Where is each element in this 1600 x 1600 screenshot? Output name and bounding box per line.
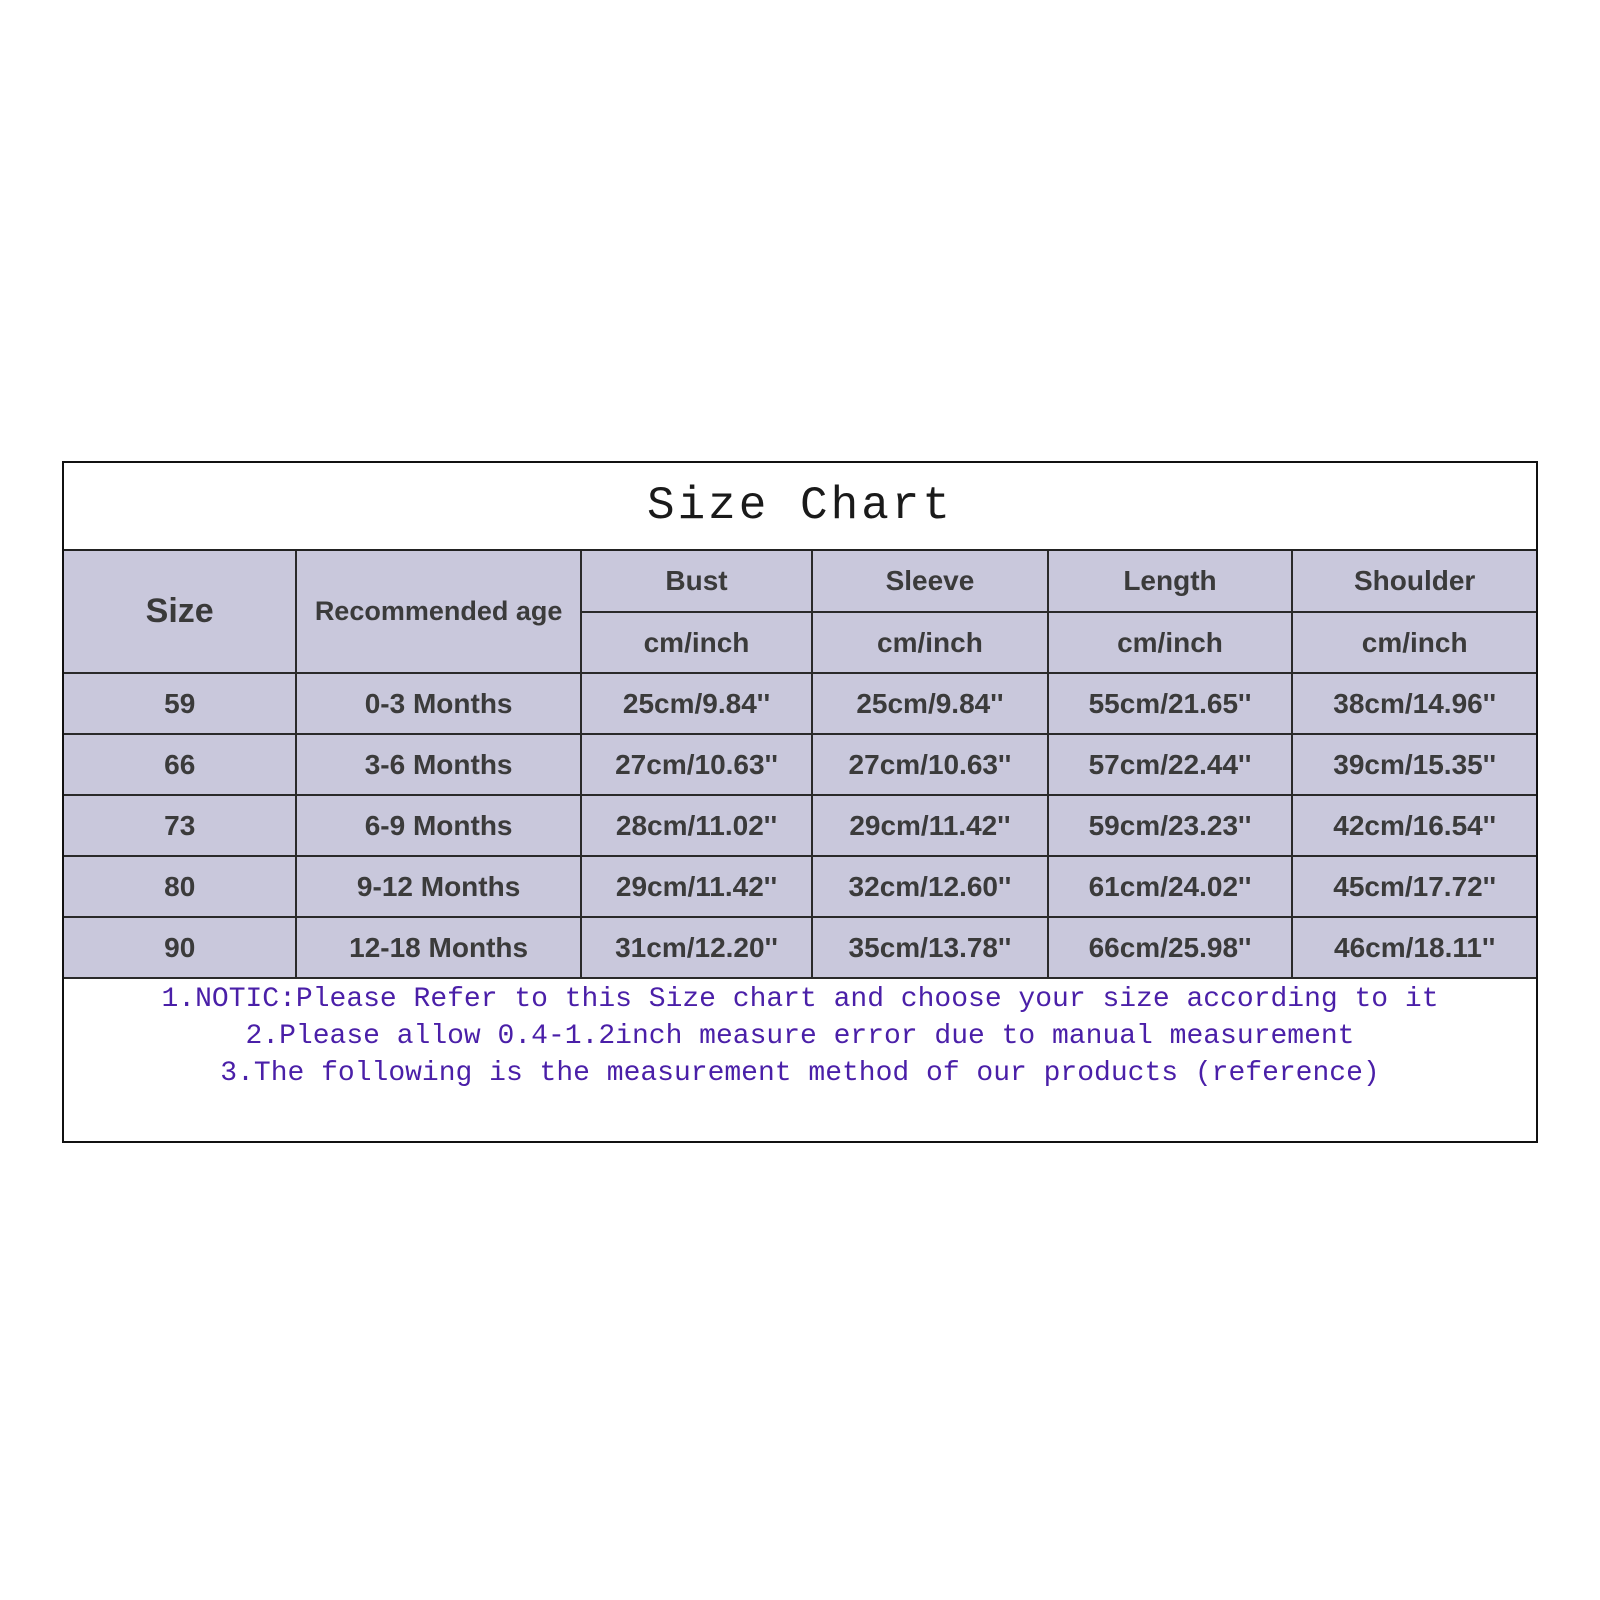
cell-bust: 28cm/11.02'' [581,795,812,856]
cell-sleeve: 25cm/9.84'' [812,673,1047,734]
page-title: Size Chart [646,480,954,532]
cell-bust: 25cm/9.84'' [581,673,812,734]
unit-header-bust: cm/inch [581,612,812,673]
cell-age: 6-9 Months [296,795,580,856]
cell-sleeve: 35cm/13.78'' [812,917,1047,978]
cell-length: 57cm/22.44'' [1048,734,1293,795]
cell-size: 59 [64,673,296,734]
cell-length: 59cm/23.23'' [1048,795,1293,856]
table-row [64,734,1536,795]
table-row [64,917,1536,978]
cell-age: 0-3 Months [296,673,580,734]
column-header-size: Size [64,551,296,673]
cell-bust: 31cm/12.20'' [581,917,812,978]
unit-header-shoulder: cm/inch [1292,612,1536,673]
column-header-bust: Bust [581,551,812,612]
cell-shoulder: 42cm/16.54'' [1292,795,1536,856]
column-header-shoulder: Shoulder [1292,551,1536,612]
cell-bust: 29cm/11.42'' [581,856,812,917]
cell-age: 12-18 Months [296,917,580,978]
cell-sleeve: 29cm/11.42'' [812,795,1047,856]
header-row [64,551,1536,612]
column-header-sleeve: Sleeve [812,551,1047,612]
cell-age: 9-12 Months [296,856,580,917]
table-row [64,856,1536,917]
note-line-2: 2.Please allow 0.4-1.2inch measure error due to manual measurement [245,1021,1355,1052]
cell-age: 3-6 Months [296,734,580,795]
cell-shoulder: 46cm/18.11'' [1292,917,1536,978]
column-header-age: Recommended age [296,551,580,673]
cell-shoulder: 38cm/14.96'' [1292,673,1536,734]
cell-size: 66 [64,734,296,795]
cell-size: 80 [64,856,296,917]
cell-size: 90 [64,917,296,978]
cell-shoulder: 39cm/15.35'' [1292,734,1536,795]
table-row [64,673,1536,734]
cell-bust: 27cm/10.63'' [581,734,812,795]
note-line-1: 1.NOTIC:Please Refer to this Size chart and choose your size according to it [161,984,1439,1015]
cell-length: 61cm/24.02'' [1048,856,1293,917]
cell-length: 55cm/21.65'' [1048,673,1293,734]
cell-shoulder: 45cm/17.72'' [1292,856,1536,917]
size-chart-frame [62,461,1538,1143]
table-row [64,795,1536,856]
unit-header-sleeve: cm/inch [812,612,1047,673]
cell-sleeve: 27cm/10.63'' [812,734,1047,795]
unit-header-length: cm/inch [1048,612,1293,673]
cell-sleeve: 32cm/12.60'' [812,856,1047,917]
column-header-length: Length [1048,551,1293,612]
title-row [64,463,1536,551]
note-line-3: 3.The following is the measurement method of our products (reference) [220,1058,1380,1089]
notes-section [64,979,1536,1112]
cell-size: 73 [64,795,296,856]
cell-length: 66cm/25.98'' [1048,917,1293,978]
size-table [64,551,1536,979]
